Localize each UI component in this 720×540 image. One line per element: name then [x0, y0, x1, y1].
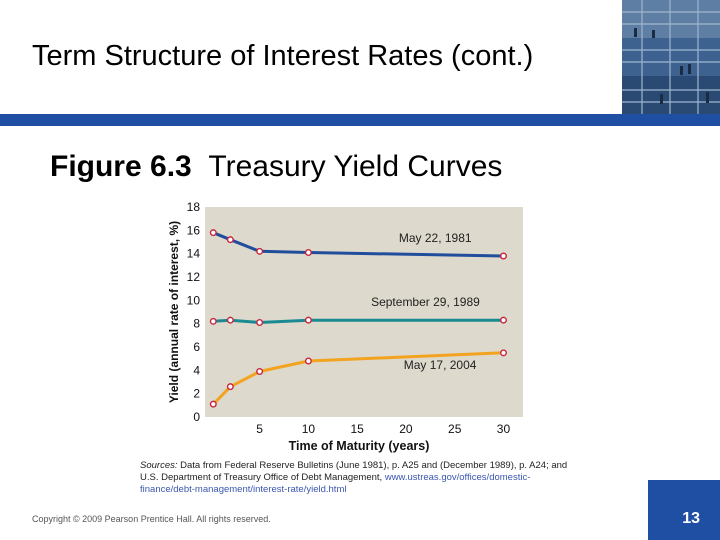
y-axis-label: Yield (annual rate of interest, %) — [167, 220, 181, 404]
y-tick-label: 0 — [193, 410, 200, 424]
y-tick-label: 6 — [193, 340, 200, 354]
y-tick-label: 2 — [193, 386, 200, 401]
x-axis-label: Time of Maturity (years) — [288, 439, 430, 453]
x-tick-label: 20 — [399, 422, 413, 436]
figure-title-text: Treasury Yield Curves — [208, 150, 503, 183]
series-label: May 22, 1981 — [398, 231, 472, 245]
data-point-september-29-1989 — [257, 320, 263, 326]
page-number-box — [648, 480, 720, 540]
slide-title: Term Structure of Interest Rates (cont.) — [32, 40, 534, 72]
data-point-september-29-1989 — [501, 317, 507, 323]
x-tick-label: 10 — [301, 422, 316, 436]
y-tick-label: 12 — [186, 270, 200, 284]
y-tick-label: 16 — [186, 223, 200, 238]
data-point-september-29-1989 — [210, 319, 216, 325]
data-point-may-22-1981 — [501, 253, 507, 259]
data-point-may-17-2004 — [257, 369, 263, 375]
data-point-may-17-2004 — [501, 350, 507, 356]
data-point-may-17-2004 — [228, 384, 234, 390]
series-label: May 17, 2004 — [403, 358, 477, 373]
y-tick-label: 4 — [193, 363, 200, 378]
x-tick-label: 15 — [350, 422, 364, 436]
data-point-may-22-1981 — [257, 249, 263, 255]
plot-area — [205, 207, 523, 417]
copyright-notice: Copyright © 2009 Pearson Prentice Hall. All rights reserved. — [32, 514, 271, 524]
data-point-september-29-1989 — [306, 317, 312, 323]
y-tick-label: 18 — [186, 200, 200, 214]
data-point-may-22-1981 — [210, 230, 216, 236]
x-tick-label: 25 — [448, 422, 462, 436]
page-number: 13 — [682, 510, 700, 527]
series-label: September 29, 1989 — [371, 295, 480, 310]
y-tick-label: 14 — [186, 246, 200, 261]
sources-label: Sources: — [140, 460, 178, 471]
data-point-may-22-1981 — [306, 250, 312, 256]
data-point-may-17-2004 — [210, 401, 216, 407]
x-tick-label: 30 — [496, 422, 511, 436]
data-point-may-17-2004 — [306, 358, 312, 364]
data-point-september-29-1989 — [228, 317, 234, 323]
y-tick-label: 10 — [186, 293, 200, 308]
x-tick-label: 5 — [256, 422, 263, 436]
y-tick-label: 8 — [193, 316, 200, 331]
sources-link[interactable]: www.ustreas.gov/offices/domestic-finance/debt-management/interest-rate/yield.html — [140, 472, 531, 495]
figure-number: Figure 6.3 — [50, 150, 192, 183]
sources-note — [140, 460, 570, 496]
sources-text: Data from Federal Reserve Bulletins (June 1981), p. A25 and (December 1989), p. A24; and U.S. Department of Treasury Office of Debt Management, — [140, 460, 568, 483]
data-point-may-22-1981 — [228, 237, 234, 243]
